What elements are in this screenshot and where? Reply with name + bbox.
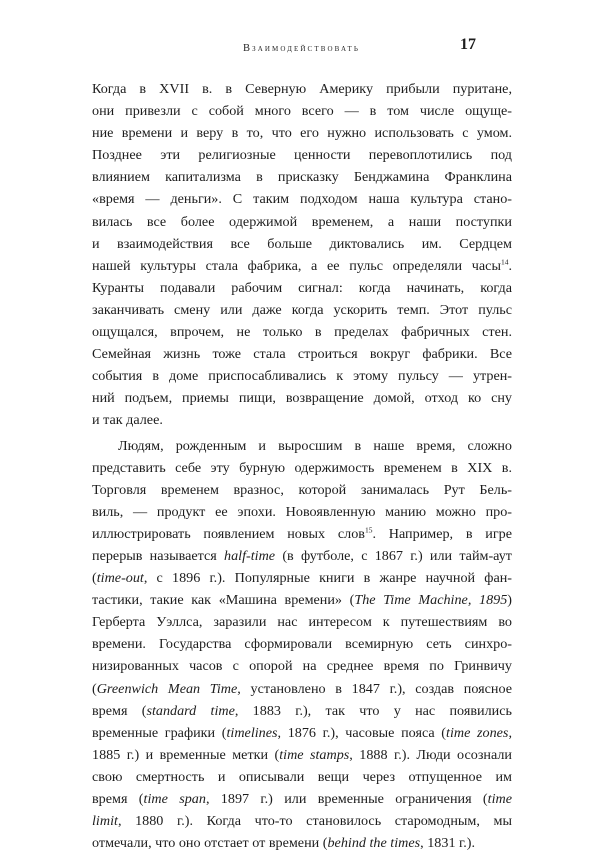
text-line: время (standard time, 1883 г.), так что у нас появились [92, 700, 512, 722]
text-line: Когда в XVII в. в Северную Америку прибыли пуритане, [92, 78, 512, 100]
text-line: (Greenwich Mean Time, установлено в 1847 г.), создав поясное [92, 678, 512, 700]
english-term: time-out [97, 570, 144, 586]
text-line: иллюстрировать появлением новых слов$^{15}$. Например, в игре [92, 523, 512, 545]
text-line: ощущался, впрочем, не только в пределах фабричных стен. [92, 321, 512, 343]
text-line: Позднее эти религиозные ценности перевоплотились под [92, 144, 512, 166]
text-line: 1885 г.) и временные метки (time stamps, 1888 г.). Люди осознали [92, 744, 512, 766]
text-line: виль, — продукт ее эпохи. Новоявленную манию можно про- [92, 501, 512, 523]
english-term: time stamps [279, 747, 349, 763]
text-line: «время — деньги». С таким подходом наша культура стано- [92, 188, 512, 210]
english-term: timelines [226, 725, 277, 741]
text-line: ний подъем, приемы пищи, возвращение домой, отход ко сну [92, 387, 512, 409]
text-line: ние времени и веру в то, что его нужно использовать с умом. [92, 122, 512, 144]
text-line: влиянием капитализма в присказку Бенджамина Франклина [92, 166, 512, 188]
text-line: Семейная жизнь тоже стала строиться вокруг фабрики. Все [92, 343, 512, 365]
english-term: limit [92, 813, 118, 829]
english-term: time [488, 791, 512, 807]
text-line: низированных часов с опорой на среднее время по Гринвичу [92, 655, 512, 677]
text-line: свою смертность и описывали вещи через отпущенное им [92, 766, 512, 788]
paragraph [92, 435, 512, 854]
english-term: standard time [146, 703, 234, 719]
english-term: Greenwich Mean Time [97, 681, 238, 697]
text-line: тастики, такие как «Машина времени» (The Time Machine, 1895) [92, 589, 512, 611]
text-line: события в доме приспосабливались к этому пульсу — утрен- [92, 365, 512, 387]
english-term: time span [144, 791, 206, 807]
text-line: представить себе эту бурную одержимость временем в XIX в. [92, 457, 512, 479]
text-line: (time-out, с 1896 г.). Популярные книги в жанре научной фан- [92, 567, 512, 589]
text-line: Герберта Уэллса, заразили нас интересом к путешествиям во [92, 611, 512, 633]
english-term: half-time [224, 548, 275, 564]
text-line: отмечали, что оно отстает от времени (behind the times, 1831 г.). [92, 832, 512, 854]
text-line: они привезли с собой много всего — в том числе ощуще- [92, 100, 512, 122]
english-term: The Time Machine, 1895 [354, 592, 507, 608]
text-line: перерыв называется half-time (в футболе, с 1867 г.) или тайм-аут [92, 545, 512, 567]
footnote-marker: 15 [365, 525, 373, 534]
text-line: limit, 1880 г.). Когда что-то становилось старомодным, мы [92, 810, 512, 832]
text-line: Людям, рожденным и выросшим в наше время, сложно [92, 435, 512, 457]
text-line: временные графики (timelines, 1876 г.), часовые пояса (time zones, [92, 722, 512, 744]
text-line: вилась все более одержимой временем, а наши поступки [92, 211, 512, 233]
text-line: и взаимодействия все больше диктовались им. Сердцем [92, 233, 512, 255]
page-number: 17 [460, 36, 476, 54]
text-line: заканчивать смену или даже когда ускорить темп. Этот пульс [92, 299, 512, 321]
english-term: behind the times [327, 835, 420, 851]
text-line: Торговля временем вразнос, которой занималась Рут Бель- [92, 479, 512, 501]
footnote-marker: 14 [501, 257, 509, 266]
english-term: time zones [446, 725, 508, 741]
text-segment: нашей культуры стала фабрика, а ее пульс определяли часы [92, 258, 501, 274]
text-segment: (в футболе, с 1867 г.) или тайм-аут [282, 548, 512, 564]
body-text [92, 78, 512, 854]
text-line: нашей культуры стала фабрика, а ее пульс определяли часы$^{14}$. [92, 255, 512, 277]
text-line: время (time span, 1897 г.) или временные ограничения (time [92, 788, 512, 810]
running-title: Взаимодействовать [243, 43, 360, 55]
text-line: и так далее. [92, 409, 512, 431]
text-line: времени. Государства сформировали всемирную сеть синхро- [92, 633, 512, 655]
paragraph [92, 78, 512, 432]
text-line: Куранты подавали рабочим сигнал: когда начинать, когда [92, 277, 512, 299]
